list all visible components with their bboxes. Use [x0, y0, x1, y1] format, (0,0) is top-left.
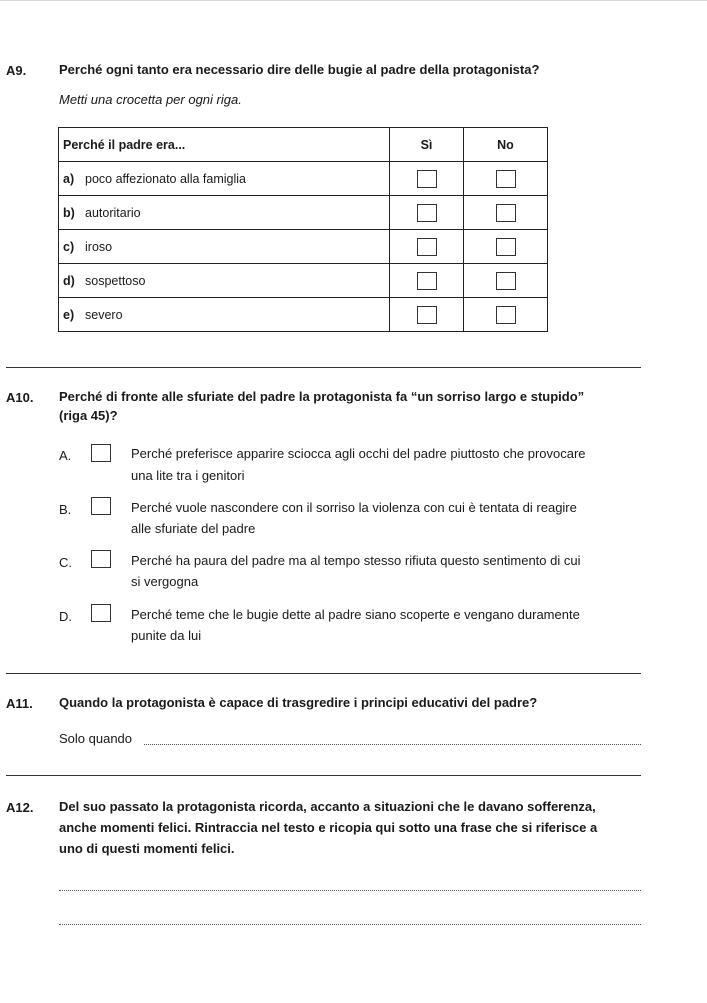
- option-text-a-line1: Perché preferisce apparire sciocca agli occhi del padre piuttosto che provocare: [131, 446, 586, 461]
- option-letter-c: C.: [59, 555, 72, 570]
- cell-yes: [390, 298, 464, 332]
- option-checkbox-a[interactable]: [91, 444, 111, 462]
- checkbox-yes-c[interactable]: [417, 238, 437, 256]
- checkbox-no-d[interactable]: [496, 272, 516, 290]
- checkbox-no-a[interactable]: [496, 170, 516, 188]
- section-divider: [6, 673, 641, 674]
- table-row: [59, 230, 548, 264]
- row-text: iroso: [85, 239, 113, 254]
- table-header-yes: Sì: [390, 128, 464, 162]
- table-row: [59, 196, 548, 230]
- question-text-a11: Quando la protagonista è capace di trasgredire i principi educativi del padre?: [59, 695, 538, 710]
- row-text: sospettoso: [85, 273, 146, 288]
- checkbox-no-b[interactable]: [496, 204, 516, 222]
- row-label: [59, 196, 390, 230]
- answer-line-a11: [59, 731, 641, 746]
- row-label: [59, 298, 390, 332]
- table-row: [59, 298, 548, 332]
- cell-no: [464, 196, 548, 230]
- question-text-a12-line2: anche momenti felici. Rintraccia nel testo e ricopia qui sotto una frase che si riferisce a: [59, 820, 598, 835]
- option-letter-b: B.: [59, 502, 72, 517]
- table-row: [59, 162, 548, 196]
- option-text-c-line2: si vergogna: [131, 574, 199, 589]
- question-number-a10: A10.: [6, 390, 34, 405]
- table-header-no: No: [464, 128, 548, 162]
- option-letter-a: A.: [59, 448, 72, 463]
- row-text: severo: [85, 307, 123, 322]
- checkbox-yes-b[interactable]: [417, 204, 437, 222]
- section-divider: [6, 367, 641, 368]
- instruction-a9: Metti una crocetta per ogni riga.: [59, 92, 242, 107]
- cell-no: [464, 230, 548, 264]
- answer-blank-line-1[interactable]: [59, 889, 641, 891]
- page-top-rule: [0, 0, 707, 1]
- option-checkbox-b[interactable]: [91, 497, 111, 515]
- answer-table-a9: [58, 127, 548, 332]
- question-text-a9: Perché ogni tanto era necessario dire delle bugie al padre della protagonista?: [59, 62, 540, 77]
- question-number-a12: A12.: [6, 800, 34, 815]
- cell-yes: [390, 196, 464, 230]
- cell-yes: [390, 230, 464, 264]
- option-text-b-line1: Perché vuole nascondere con il sorriso la violenza con cui è tentata di reagire: [131, 500, 577, 515]
- checkbox-no-e[interactable]: [496, 306, 516, 324]
- question-text-a12-line3: uno di questi momenti felici.: [59, 841, 235, 856]
- row-label: [59, 230, 390, 264]
- row-letter: c): [63, 239, 75, 254]
- cell-no: [464, 298, 548, 332]
- answer-prefix: Solo quando: [59, 731, 133, 746]
- row-text: autoritario: [85, 205, 141, 220]
- row-letter: e): [63, 307, 75, 322]
- question-text-a10-line2: (riga 45)?: [59, 408, 118, 423]
- option-text-b-line2: alle sfuriate del padre: [131, 521, 256, 536]
- row-text: poco affezionato alla famiglia: [85, 171, 246, 186]
- question-text-a10-line1: Perché di fronte alle sfuriate del padre la protagonista fa “un sorriso largo e stupido”: [59, 389, 585, 404]
- row-letter: a): [63, 171, 75, 186]
- option-letter-d: D.: [59, 609, 72, 624]
- option-text-c-line1: Perché ha paura del padre ma al tempo stesso rifiuta questo sentimento di cui: [131, 553, 581, 568]
- answer-blank[interactable]: [144, 744, 641, 745]
- table-header-reason: Perché il padre era...: [59, 128, 390, 162]
- row-label: [59, 162, 390, 196]
- cell-no: [464, 264, 548, 298]
- row-label: [59, 264, 390, 298]
- checkbox-no-c[interactable]: [496, 238, 516, 256]
- section-divider: [6, 775, 641, 776]
- option-text-d-line2: punite da lui: [131, 628, 202, 643]
- question-number-a9: A9.: [6, 63, 27, 78]
- answer-blank-line-2[interactable]: [59, 923, 641, 925]
- row-letter: b): [63, 205, 75, 220]
- option-text-a-line2: una lite tra i genitori: [131, 468, 245, 483]
- cell-yes: [390, 162, 464, 196]
- question-number-a11: A11.: [6, 696, 33, 711]
- row-letter: d): [63, 273, 75, 288]
- cell-yes: [390, 264, 464, 298]
- option-checkbox-c[interactable]: [91, 550, 111, 568]
- cell-no: [464, 162, 548, 196]
- table-row: [59, 264, 548, 298]
- checkbox-yes-d[interactable]: [417, 272, 437, 290]
- option-text-d-line1: Perché teme che le bugie dette al padre siano scoperte e vengano duramente: [131, 607, 580, 622]
- option-checkbox-d[interactable]: [91, 604, 111, 622]
- table-header-row: [59, 128, 548, 162]
- checkbox-yes-a[interactable]: [417, 170, 437, 188]
- question-text-a12-line1: Del suo passato la protagonista ricorda, accanto a situazioni che le davano sofferenza,: [59, 799, 596, 814]
- checkbox-yes-e[interactable]: [417, 306, 437, 324]
